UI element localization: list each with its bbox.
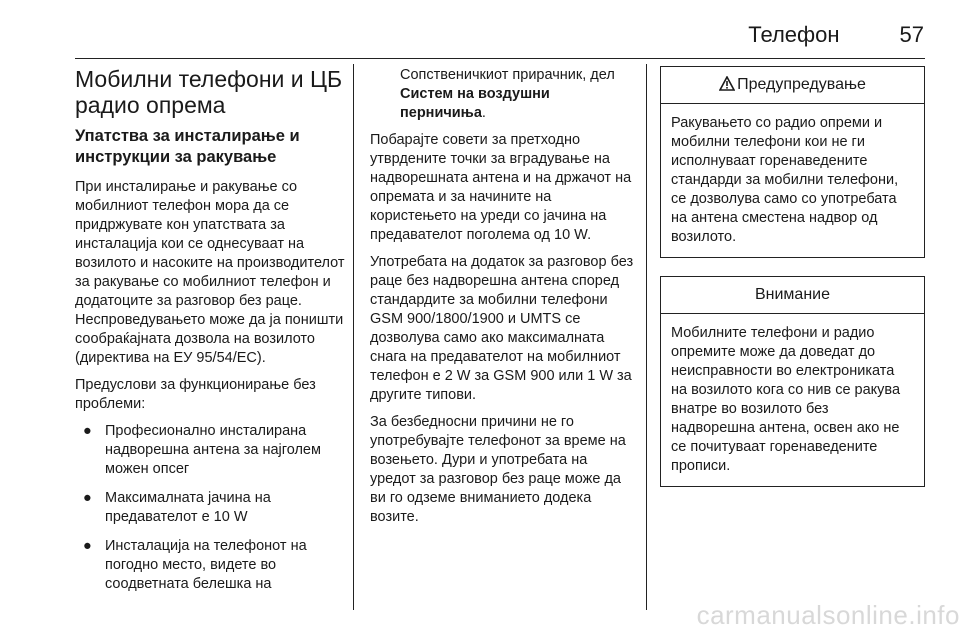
column-left [75, 66, 347, 604]
column-middle [370, 66, 634, 535]
caution-text: Мобилните телефони и радио опремите може да доведат до неисправности во електрониката на возилото кога со нив се ракува внатре во возилото без надворешна антена, освен ако не се почитуваат горенаведените прописи. [671, 325, 901, 474]
prerequisites-paragraph: Предуслови за функционирање без проблеми: [75, 377, 316, 412]
bullet-icon: ● [83, 423, 92, 439]
header-rule [75, 58, 925, 59]
warning-header [661, 67, 924, 104]
warning-box [660, 66, 925, 258]
airbag-section-link: Систем на воздушни перничиња [400, 86, 550, 121]
antenna-advice-paragraph: Побарајте совети за претходно утврдените точки за вградување на надворешната антена и на држачот на опремата и за начините на користењето на уреди со јачина на предавателот поголема од 10 W. [370, 132, 632, 243]
handsfree-paragraph: Употребата на додаток за разговор без раце без надворешна антена според стандардите за мобилни телефони GSM 900/1800/1900 и UMTS се дозволува само ако максималната снага на предавателот на мобилниот телефон е 2 W за GSM 900 или 1 W за другите типови. [370, 254, 634, 403]
section-subheading: Упатства за инсталирање и инструкции за ракување [75, 127, 300, 166]
prerequisites-list [75, 422, 347, 594]
continued-list-text: Сопственичкиот прирачник, дел Систем на воздушни перничиња. [400, 67, 615, 121]
page-title: Телефон [748, 22, 840, 47]
caution-header [661, 277, 924, 314]
caution-box [660, 276, 925, 487]
install-paragraph: При инсталирање и ракување со мобилниот телефон мора да се придржувате кон упатствата за инсталација кои се однесуваат на возилото и насоките на производителот за ракување со мобилниот телефон и додатоците за разговор без раце. Неспроведувањето може да ја поништи сообраќајната дозвола на возилото (директива на ЕУ 95/54/ЕС). [75, 179, 345, 366]
watermark: carmanualsonline.info [696, 600, 960, 630]
list-item: ● Максималната јачина на предавателот е 10 W [83, 490, 271, 525]
section-heading: Мобилни телефони и ЦБ радио опрема [75, 66, 343, 118]
list-item: ● Инсталација на телефонот на погодно место, видете во соодветната белешка на [83, 538, 307, 592]
page-header [0, 22, 924, 48]
column-divider-1 [353, 64, 354, 610]
bullet-icon: ● [83, 490, 92, 506]
warning-title: Предупредување [737, 76, 866, 93]
list-item: ● Професионално инсталирана надворешна антена за најголем можен опсег [83, 423, 321, 477]
column-right [660, 66, 925, 505]
caution-title: Внимание [754, 286, 830, 303]
safety-paragraph: За безбедносни причини не го употребувајте телефонот за време на возењето. Дури и употребата на уредот за разговор без раце може да ви го одземе вниманието додека возите. [370, 414, 626, 525]
column-divider-2 [646, 64, 647, 610]
warning-text: Ракувањето со радио опреми и мобилни телефони кои не ги исполнуваат горенаведените стандарди за мобилни телефони, се дозволува само со употребата на антена сместена надвор од возилото. [671, 115, 899, 245]
bullet-icon: ● [83, 538, 92, 554]
page-number: 57 [899, 22, 924, 47]
warning-triangle-icon [719, 75, 735, 95]
